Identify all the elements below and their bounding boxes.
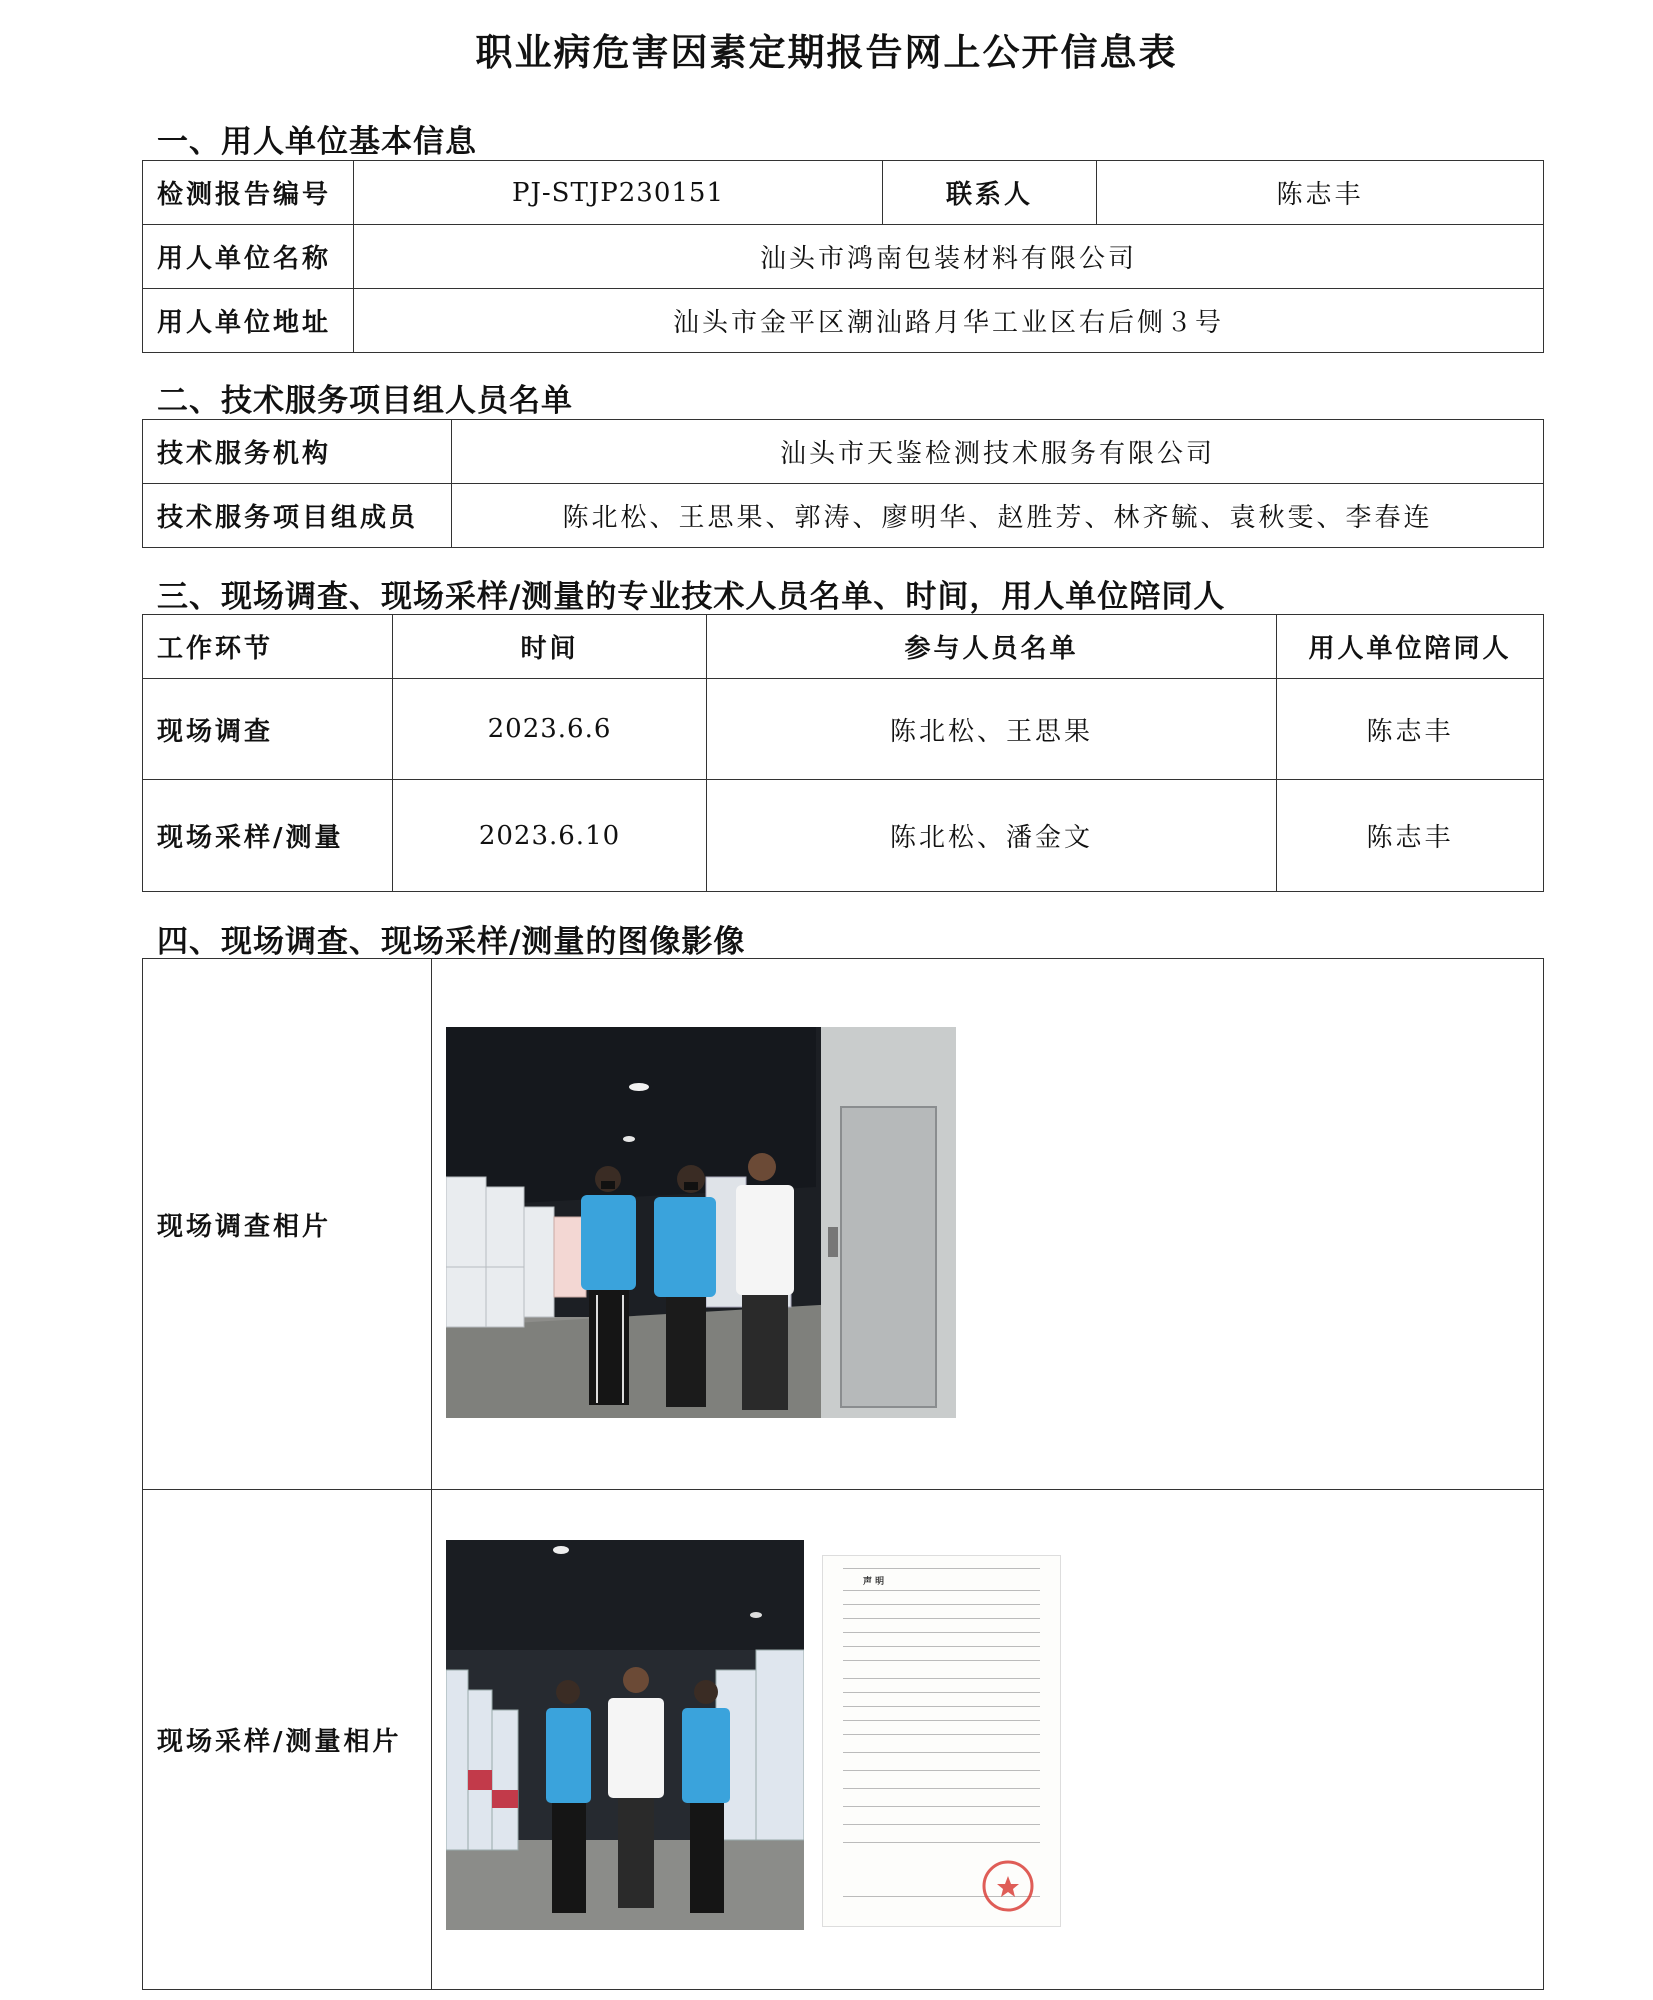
org-label: 技术服务机构: [143, 420, 452, 484]
header-stage: 工作环节: [143, 615, 393, 679]
page-title: 职业病危害因素定期报告网上公开信息表: [475, 31, 1178, 74]
table-row: [143, 780, 1544, 892]
survey-photo: [446, 1027, 956, 1418]
sampling-photo: [446, 1540, 804, 1930]
row-stage: 现场调查: [143, 679, 393, 780]
section4-heading: 四、现场调查、现场采样/测量的图像影像: [157, 924, 746, 960]
header-people: 参与人员名单: [707, 615, 1277, 679]
company-name-value: 汕头市鸿南包装材料有限公司: [354, 225, 1544, 289]
header-date: 时间: [393, 615, 707, 679]
row-stage: 现场采样/测量: [143, 780, 393, 892]
company-addr-label: 用人单位地址: [143, 289, 354, 353]
doc-title: 声 明: [863, 1577, 885, 1587]
members-label: 技术服务项目组成员: [143, 484, 452, 548]
header-escort: 用人单位陪同人: [1277, 615, 1544, 679]
row-escort: 陈志丰: [1277, 780, 1544, 892]
red-seal-icon: [978, 1856, 1038, 1916]
company-addr-value: 汕头市金平区潮汕路月华工业区右后侧３号: [354, 289, 1544, 353]
row-date: 2023.6.6: [393, 679, 707, 780]
row-escort: 陈志丰: [1277, 679, 1544, 780]
signed-statement-document: [822, 1555, 1061, 1927]
sampling-photo-label: 现场采样/测量相片: [143, 1490, 432, 1990]
team-table: [142, 419, 1544, 548]
row-people: 陈北松、王思果: [707, 679, 1277, 780]
contact-label: 联系人: [883, 161, 1097, 225]
section3-heading: 三、现场调查、现场采样/测量的专业技术人员名单、时间，用人单位陪同人: [157, 579, 1226, 615]
survey-photo-label: 现场调查相片: [143, 959, 432, 1490]
row-people: 陈北松、潘金文: [707, 780, 1277, 892]
contact-value: 陈志丰: [1097, 161, 1544, 225]
report-no-label: 检测报告编号: [143, 161, 354, 225]
section1-heading: 一、用人单位基本信息: [157, 124, 477, 160]
report-no-value: PJ-STJP230151: [354, 161, 883, 225]
members-value: 陈北松、王思果、郭涛、廖明华、赵胜芳、林齐毓、袁秋雯、李春连: [452, 484, 1544, 548]
section2-heading: 二、技术服务项目组人员名单: [157, 383, 573, 419]
company-name-label: 用人单位名称: [143, 225, 354, 289]
table-row: [143, 679, 1544, 780]
org-value: 汕头市天鉴检测技术服务有限公司: [452, 420, 1544, 484]
basic-info-table: [142, 160, 1544, 353]
row-date: 2023.6.10: [393, 780, 707, 892]
site-work-table: [142, 614, 1544, 892]
